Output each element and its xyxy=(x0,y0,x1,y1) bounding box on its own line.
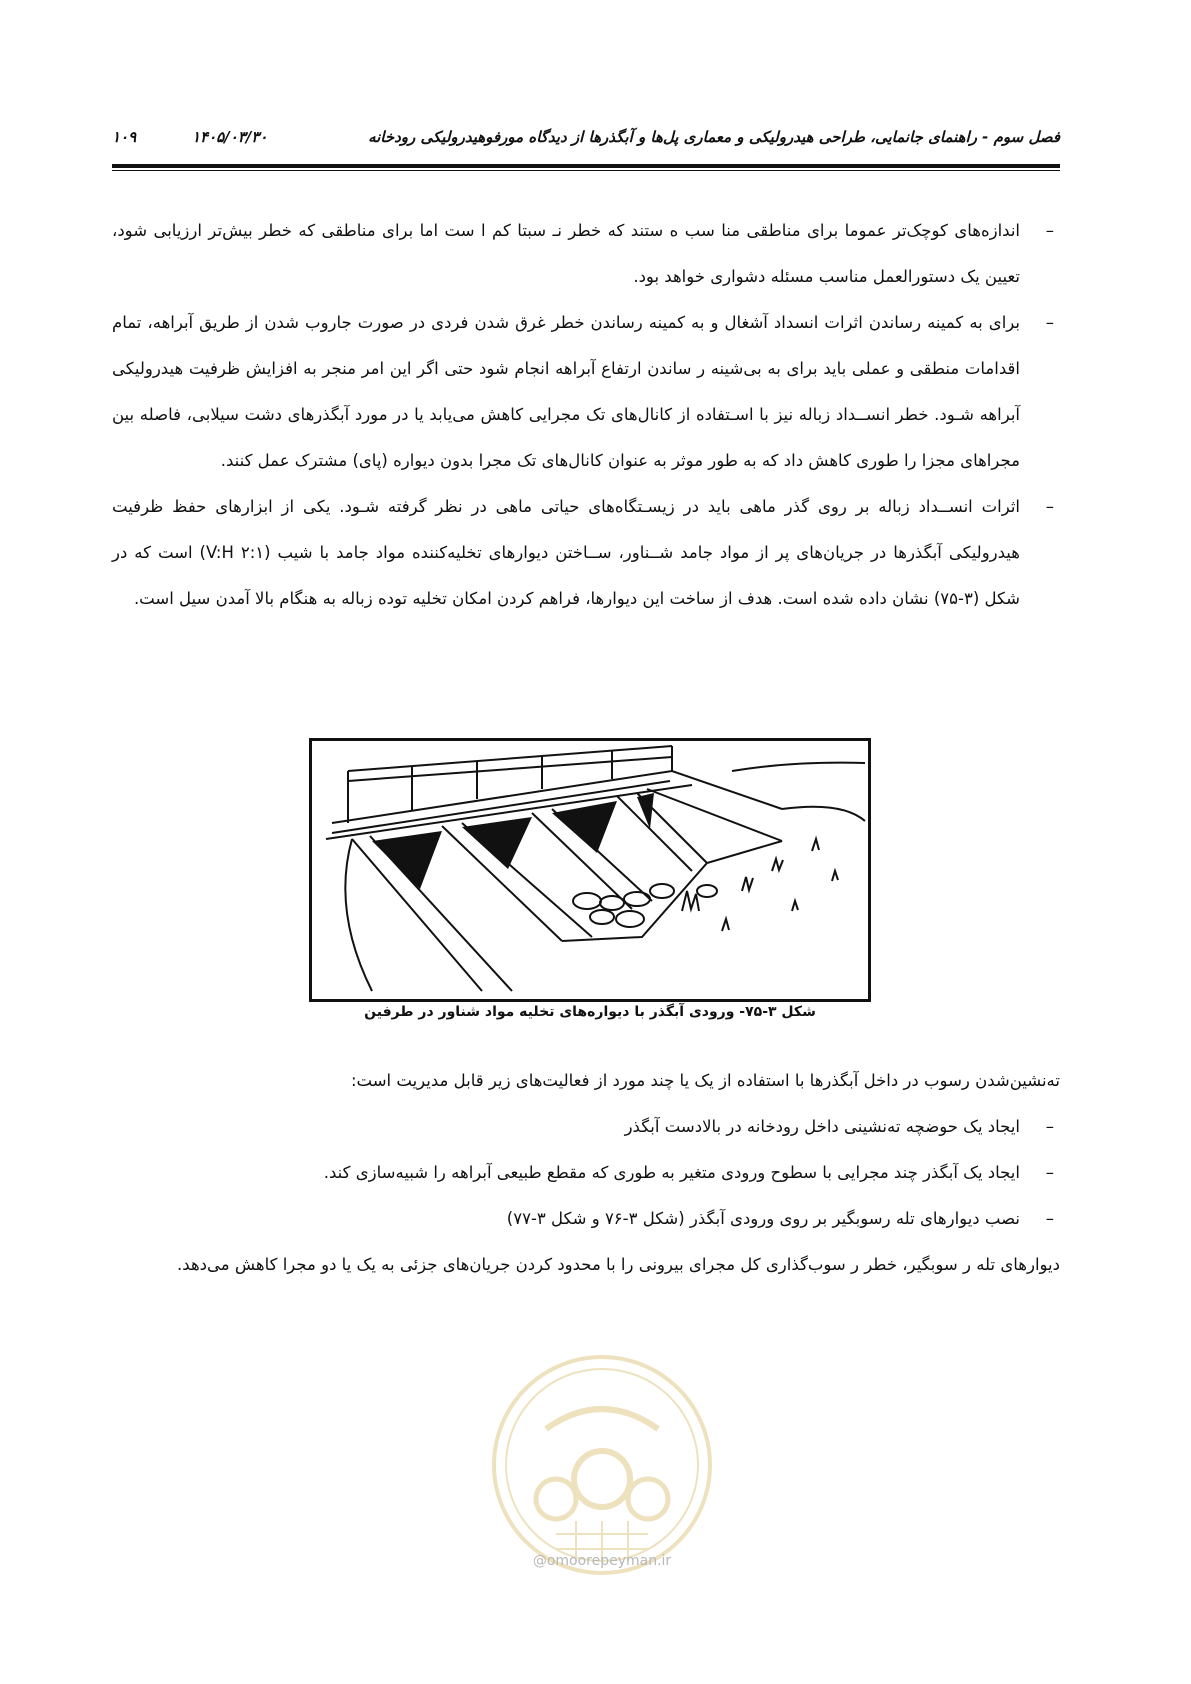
bullet-text: ایجاد یک حوضچه ته‌نشینی داخل رودخانه در بالادست آبگذر xyxy=(624,1117,1020,1136)
header-date: ۱۴۰۵/۰۳/۳۰ xyxy=(192,128,268,146)
bullet-item xyxy=(112,484,1060,622)
bullet-list-1 xyxy=(112,208,1060,622)
watermark-logo xyxy=(486,1349,718,1581)
bullet-item xyxy=(112,1104,1060,1150)
bullet-dash: – xyxy=(1045,221,1054,240)
bullet-dash: – xyxy=(1045,313,1054,332)
bullet-item xyxy=(112,1150,1060,1196)
bullet-item xyxy=(112,208,1060,300)
bullet-dash: – xyxy=(1045,1209,1054,1228)
header-rule-thick xyxy=(112,164,1060,168)
bullet-dash: – xyxy=(1045,497,1054,516)
bullet-dash: – xyxy=(1045,1163,1054,1182)
bullet-text: اثرات انســداد زباله بر روی گذر ماهی باید در زیسـتگاه‌های حیاتی ماهی در نظر گرفته شـود. یکی از ابزارهای حفظ ظرفیت هیدرولیکی آبگذرها در جریان‌های پر از مواد جامد شــناور، ســاختن دیوارهای تخلیه‌کننده مواد جامد با شیب (۲:۱ V:H) است که در شکل (۳-۷۵) نشان داده شده است. هدف از ساخت این دیوارها، فراهم کردن امکان تخلیه توده زباله به هنگام بالا آمدن سیل است. xyxy=(112,497,1020,608)
bullet-item xyxy=(112,300,1060,484)
bullet-item xyxy=(112,1196,1060,1242)
sediment-section xyxy=(112,1058,1060,1288)
final-paragraph: دیوارهای تله ر سوبگیر، خطر ر سوب‌گذاری کل مجرای بیرونی را با محدود کردن جریان‌های جزئی به یک یا دو مجرا کاهش می‌دهد. xyxy=(177,1255,1060,1274)
bullet-text: ایجاد یک آبگذر چند مجرایی با سطوح ورودی متغیر به طوری که مقطع طبیعی آبراهه را شبیه‌سازی کند. xyxy=(323,1163,1020,1182)
watermark-url: @omoorepeyman.ir xyxy=(532,1553,672,1569)
header-rule-thin xyxy=(112,170,1060,171)
culvert-illustration xyxy=(312,741,868,999)
chapter-title: فصل سوم - راهنمای جانمایی، طراحی هیدرولیکی و معماری پل‌ها و آبگذرها از دیدگاه مورفوهیدرولیکی رودخانه xyxy=(368,128,1060,146)
intro-paragraph: ته‌نشین‌شدن رسوب در داخل آبگذرها با استفاده از یک یا چند مورد از فعالیت‌های زیر قابل مدیریت است: xyxy=(350,1071,1060,1090)
bullet-text: برای به کمینه رساندن اثرات انسداد آشغال و به کمینه رساندن خطر غرق شدن فردی در صورت جاروب شدن از طریق آبراهه، تمام اقدامات منطقی و عملی باید برای به بی‌شینه ر ساندن ارتفاع آبراهه انجام شود حتی اگر این امر منجر به افزایش ظرفیت هیدرولیکی آبراهه شـود. خطر انســداد زباله نیز با اسـتفاده از کانال‌های تک مجرایی کاهش می‌یابد یا در مورد آبگذرهای دشت سیلابی، فاصله بین مجراهای مجزا را طوری کاهش داد که به طور موثر به عنوان کانال‌های تک مجرا بدون دیواره (پای) مشترک عمل کنند. xyxy=(112,313,1020,470)
page-header xyxy=(112,128,1060,162)
watermark-emblem xyxy=(486,1349,718,1581)
figure-caption: شکل ۳-۷۵- ورودی آبگذر با دیواره‌های تخلیه مواد شناور در طرفین xyxy=(364,1004,816,1020)
bullet-text: اندازه‌های کوچک‌تر عموما برای مناطقی منا سب ه ستند که خطر نـ سبتا کم ا ست اما برای مناطقی که خطر بیش‌تر ارزیابی شود، تعیین یک دستورالعمل مناسب مسئله دشواری خواهد بود. xyxy=(112,221,1020,286)
bullet-dash: – xyxy=(1045,1117,1054,1136)
culvert-figure xyxy=(309,738,871,1002)
page-number: ۱۰۹ xyxy=(112,128,137,146)
bullet-text: نصب دیوارهای تله رسوبگیر بر روی ورودی آبگذر (شکل ۳-۷۶ و شکل ۳-۷۷) xyxy=(506,1209,1020,1228)
